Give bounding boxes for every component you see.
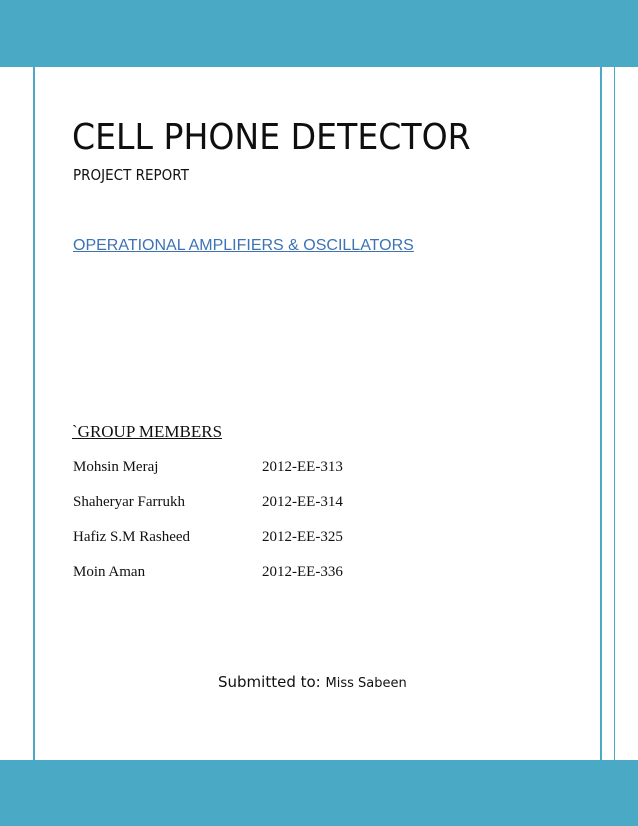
member-row (73, 564, 393, 586)
report-title: CELL PHONE DETECTOR (72, 117, 471, 158)
member-id: 2012-EE-336 (262, 564, 343, 580)
member-row (73, 494, 393, 516)
right-border-line (600, 0, 602, 826)
left-border-line (33, 0, 35, 826)
member-row (73, 459, 393, 481)
member-row (73, 529, 393, 551)
top-color-band (0, 0, 638, 67)
submitted-to-name: Miss Sabeen (325, 676, 407, 691)
course-name: OPERATIONAL AMPLIFIERS & OSCILLATORS (73, 237, 414, 254)
report-subtitle: PROJECT REPORT (73, 166, 189, 184)
member-name: Mohsin Meraj (73, 459, 159, 475)
bottom-color-band (0, 760, 638, 826)
submitted-to (218, 673, 407, 691)
member-id: 2012-EE-313 (262, 459, 343, 475)
member-name: Shaheryar Farrukh (73, 494, 186, 510)
member-id: 2012-EE-314 (262, 494, 343, 510)
member-name: Moin Aman (73, 564, 146, 580)
group-members-heading: `GROUP MEMBERS (72, 422, 223, 441)
submitted-label: Submitted to: (218, 673, 321, 691)
member-id: 2012-EE-325 (262, 529, 343, 545)
member-name: Hafiz S.M Rasheed (73, 529, 191, 545)
right-outer-border-line (614, 0, 615, 826)
